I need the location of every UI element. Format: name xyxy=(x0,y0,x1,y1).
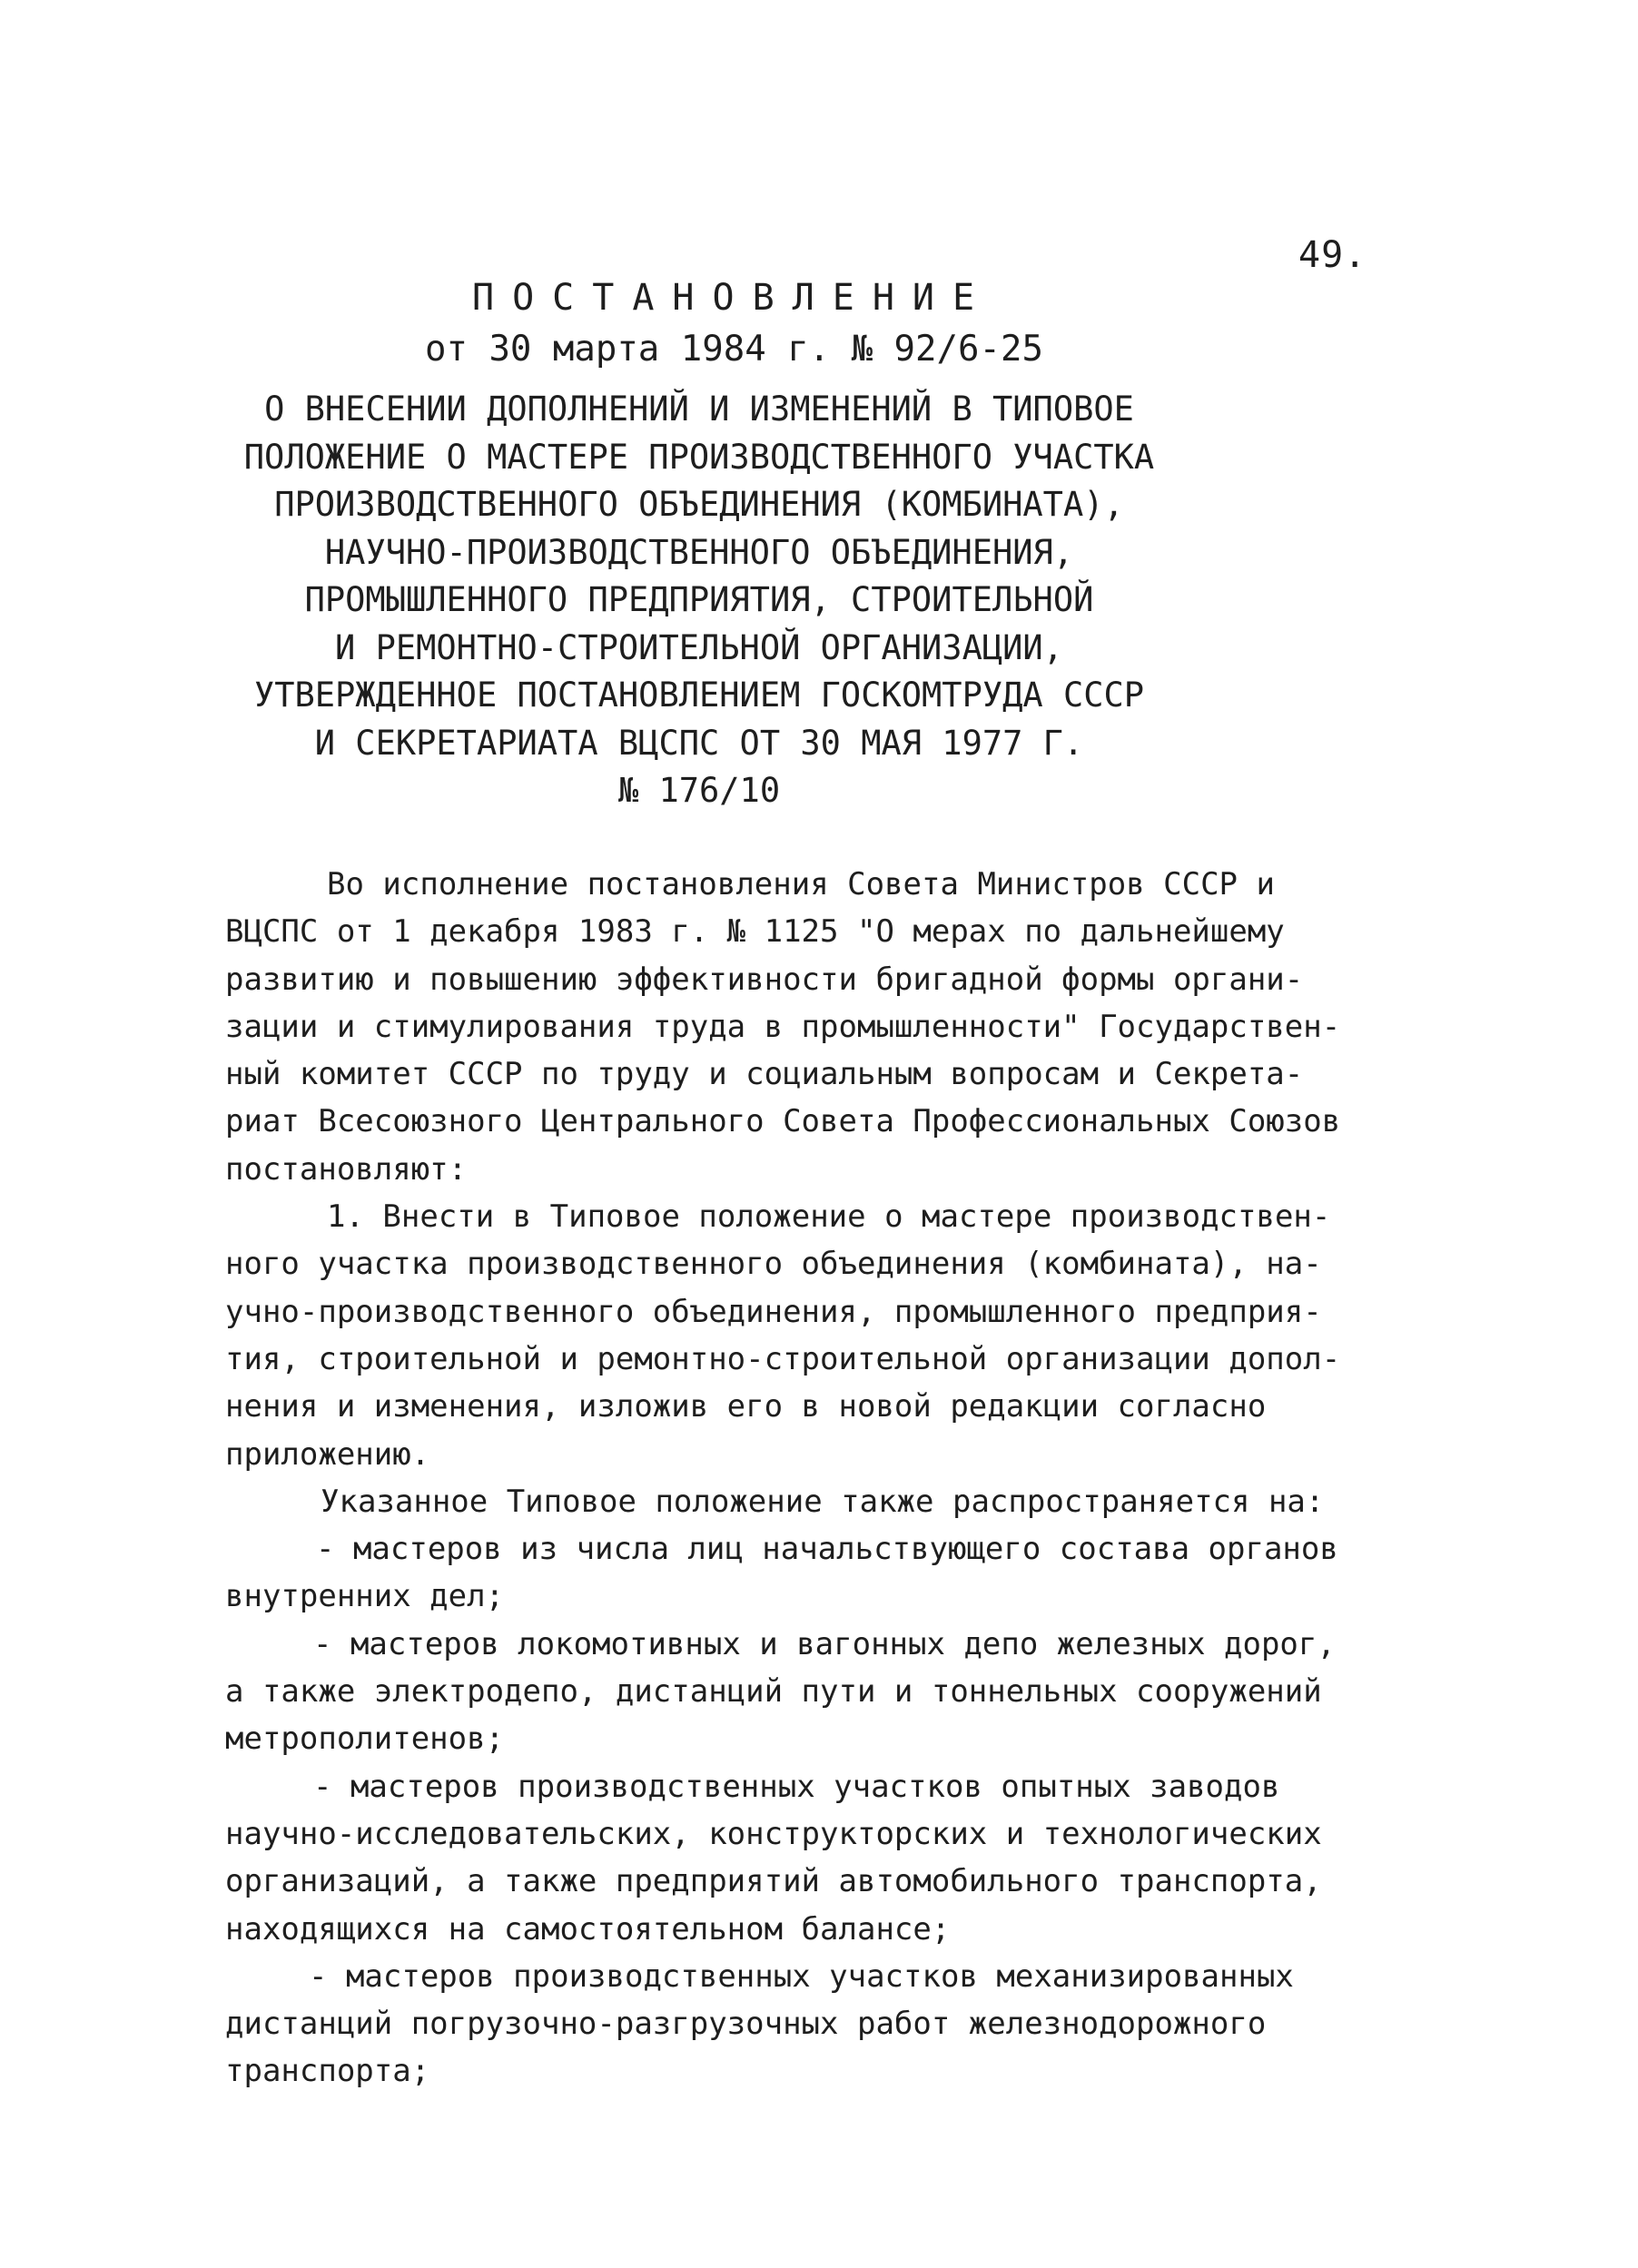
item-1-paragraph xyxy=(225,1193,1433,1478)
body-line: ного участка производственного объединения (комбината), на- xyxy=(225,1246,1322,1283)
title-line: ПОЛОЖЕНИЕ О МАСТЕРЕ ПРОИЗВОДСТВЕННОГО УЧАСТКА xyxy=(243,437,1155,477)
body-line: - мастеров из числа лиц начальствующего состава органов xyxy=(316,1531,1338,1568)
body-line: находящихся на самостоятельном балансе; xyxy=(225,1910,951,1948)
body-line: развитию и повышению эффективности бригадной формы органи- xyxy=(225,961,1304,998)
scope-item xyxy=(225,1763,1433,1953)
body-line: - мастеров производственных участков опытных заводов xyxy=(313,1768,1280,1805)
title-line: И СЕКРЕТАРИАТА ВЦСПС ОТ 30 МАЯ 1977 Г. xyxy=(314,723,1084,763)
body-line: - мастеров локомотивных и вагонных депо железных дорог, xyxy=(313,1625,1336,1662)
title-line: НАУЧНО-ПРОИЗВОДСТВЕННОГО ОБЪЕДИНЕНИЯ, xyxy=(324,532,1074,572)
body-line: зации и стимулирования труда в промышленности" Государствен- xyxy=(225,1008,1341,1045)
body-line: приложению. xyxy=(225,1435,430,1473)
title-line: № 176/10 xyxy=(617,771,781,810)
body-line: дистанций погрузочно-разгрузочных работ железнодорожного xyxy=(225,2006,1267,2043)
body-line: - мастеров производственных участков механизированных xyxy=(309,1957,1294,1995)
body-line: транспорта; xyxy=(225,2053,430,2090)
title-line: УТВЕРЖДЕННОЕ ПОСТАНОВЛЕНИЕМ ГОСКОМТРУДА СССР xyxy=(253,675,1145,715)
title-line: ПРОИЗВОДСТВЕННОГО ОБЪЕДИНЕНИЯ (КОМБИНАТА), xyxy=(274,485,1124,524)
body-line: риат Всесоюзного Центрального Совета Профессиональных Союзов xyxy=(225,1103,1341,1140)
document-type-heading: ПОСТАНОВЛЕНИЕ xyxy=(472,277,993,319)
scope-item xyxy=(225,1525,1433,1621)
page-number: 49. xyxy=(1298,234,1367,276)
body-line: нения и изменения, изложив его в новой редакции согласно xyxy=(225,1388,1267,1425)
body-line: организаций, а также предприятий автомобильного транспорта, xyxy=(225,1863,1322,1900)
document-date-number: от 30 марта 1984 г. № 92/6-25 xyxy=(425,329,1043,370)
scope-item xyxy=(225,1953,1433,2095)
scope-intro-paragraph xyxy=(225,1478,1433,1525)
body-line: ный комитет СССР по труду и социальным вопросам и Секрета- xyxy=(225,1056,1304,1093)
document-title xyxy=(236,386,1162,815)
preamble-paragraph xyxy=(225,861,1433,1193)
body-line: метрополитенов; xyxy=(225,1721,505,1758)
body-line: научно-исследовательских, конструкторских и технологических xyxy=(225,1815,1322,1852)
document-body xyxy=(225,861,1433,2095)
scope-item xyxy=(225,1621,1433,1763)
title-line: ПРОМЫШЛЕННОГО ПРЕДПРИЯТИЯ, СТРОИТЕЛЬНОЙ xyxy=(304,580,1094,619)
body-line: а также электродепо, дистанций пути и тоннельных сооружений xyxy=(225,1673,1322,1711)
body-line: ВЦСПС от 1 декабря 1983 г. № 1125 "О мерах по дальнейшему xyxy=(225,913,1285,951)
body-line: тия, строительной и ремонтно-строительной организации допол- xyxy=(225,1340,1341,1377)
body-line: внутренних дел; xyxy=(225,1578,505,1615)
title-line: И РЕМОНТНО-СТРОИТЕЛЬНОЙ ОРГАНИЗАЦИИ, xyxy=(335,627,1063,667)
body-line: учно-производственного объединения, промышленного предприя- xyxy=(225,1293,1322,1330)
body-line: Указанное Типовое положение также распространяется на: xyxy=(321,1483,1325,1520)
body-line: постановляют: xyxy=(225,1150,468,1188)
body-line: Во исполнение постановления Совета Министров СССР и xyxy=(327,866,1275,902)
title-line: О ВНЕСЕНИИ ДОПОЛНЕНИЙ И ИЗМЕНЕНИЙ В ТИПОВОЕ xyxy=(264,390,1134,429)
body-line: 1. Внести в Типовое положение о мастере производствен- xyxy=(327,1198,1331,1236)
